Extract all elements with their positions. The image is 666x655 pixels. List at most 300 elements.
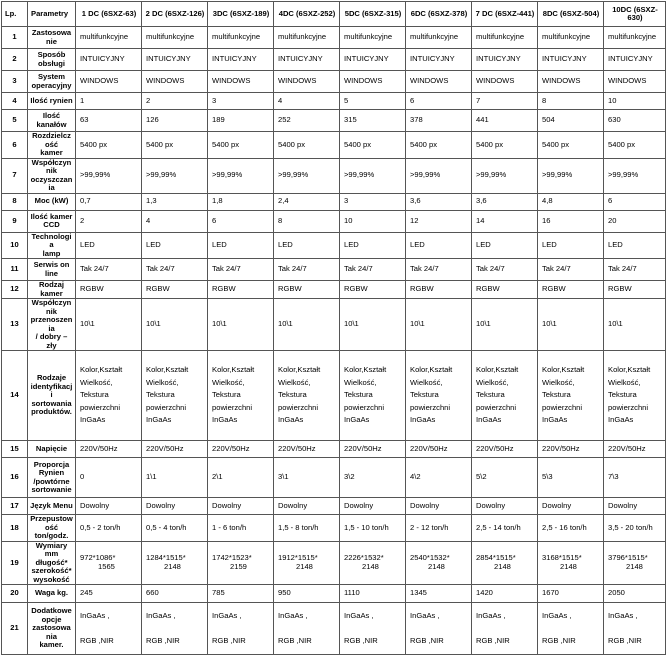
value-line: 2 - 12 ton/h [410,522,449,532]
model-header: 5DC (6SXZ-315) [340,2,406,27]
parameter-line: sortowanie [31,485,72,494]
value-cell [274,441,340,458]
value-line: 10\1 [542,319,557,329]
value-cell [604,515,666,542]
parameter-line: Moc (kW) [34,196,69,206]
value-line: 4 [278,95,283,105]
value-line: 972*1086* [80,553,116,563]
parameter-name [28,71,76,93]
value-line: 1,3 [146,196,157,206]
parameter-name [28,458,76,498]
table-row [2,49,666,71]
value-cell [604,541,666,585]
value-cell [340,498,406,515]
lp-header: Lp. [2,2,28,27]
value-line: RGB ,NIR [410,635,444,645]
table-row [2,232,666,259]
parameter-name [28,110,76,132]
value-line: LED [344,240,359,249]
value-line: Tekstura [212,390,241,400]
value-cell [76,515,142,542]
value-cell [208,210,274,232]
parameter-line: sortowania [31,398,72,408]
row-number: 4 [2,93,28,110]
value-cell [472,210,538,232]
value-line: 7 [476,95,481,105]
value-cell [604,441,666,458]
value-line: RGBW [344,284,368,294]
value-cell [274,541,340,585]
model-header: 6DC (6SXZ-378) [406,2,472,27]
line-gap [476,621,535,637]
value-cell [274,210,340,232]
value-cell [274,299,340,351]
value-line: RGBW [278,284,302,294]
value-cell [208,299,274,351]
value-cell [604,158,666,193]
value-cell [472,132,538,159]
value-cell [76,232,142,259]
value-line: InGaAs [146,415,172,425]
value-line: Tak 24/7 [410,264,439,274]
parameter-name [28,193,76,210]
value-cell [538,515,604,542]
parameter-line: Technologia [31,232,72,249]
value-line: Dowolny [278,500,308,510]
value-cell [76,93,142,110]
value-line: 4\2 [410,472,421,482]
table-row [2,259,666,281]
value-cell [406,232,472,259]
value-line: RGBW [410,284,434,294]
value-line: RGB ,NIR [212,635,246,645]
value-line: multifunkcyjne [212,32,261,42]
value-line: 220V/50Hz [410,443,448,453]
value-cell [76,351,142,441]
value-line: InGaAs [212,415,238,425]
model-header: 8DC (6SXZ-504) [538,2,604,27]
parameter-name [28,585,76,603]
value-line: 1 [80,95,85,105]
parameter-line: Rodzaj kamer [39,280,64,298]
value-cell [538,93,604,110]
value-line: Kolor,Kształt [80,365,123,375]
value-cell [538,603,604,655]
value-line: multifunkcyjne [278,32,327,42]
value-line: INTUICYJNY [80,54,125,64]
value-cell [406,351,472,441]
parameter-line: identyfikacji [30,381,73,400]
table-row [2,281,666,299]
value-line: RGB ,NIR [476,635,510,645]
value-cell [76,299,142,351]
value-cell [274,110,340,132]
row-number: 14 [2,351,28,441]
value-line: 12 [410,215,419,225]
row-number: 20 [2,585,28,603]
value-cell [604,351,666,441]
value-line: RGB ,NIR [146,635,180,645]
value-line: 3 [212,95,217,105]
value-line: 220V/50Hz [212,443,250,453]
parameter-line: Proporcja [33,459,70,469]
value-line: Tekstura [542,390,571,400]
value-cell [604,498,666,515]
value-cell [274,515,340,542]
value-line: RGB ,NIR [542,635,576,645]
value-line: 10\1 [278,319,293,329]
value-cell [472,515,538,542]
value-line: 189 [212,115,225,125]
value-cell [472,498,538,515]
value-cell [142,27,208,49]
value-cell [604,210,666,232]
value-line: >99,99% [410,170,441,180]
value-line: InGaAs , [278,611,308,620]
value-line: Dowolny [542,500,572,510]
value-cell [76,49,142,71]
value-line: 5 [344,95,349,105]
value-cell [472,351,538,441]
value-cell [142,498,208,515]
value-line: 7\3 [608,472,619,482]
value-line: 1670 [542,588,559,598]
value-cell [340,27,406,49]
value-line: 5400 px [344,139,372,149]
row-number: 3 [2,71,28,93]
value-line: 2050 [608,588,625,598]
value-line: Dowolny [212,500,242,510]
value-line: >99,99% [80,170,111,180]
value-line: INTUICYJNY [542,54,587,64]
value-line: 6 [410,95,415,105]
value-line: powierzchni [344,402,385,412]
value-cell [538,49,604,71]
value-line: 4 [146,215,151,225]
value-cell [472,71,538,93]
value-cell [538,458,604,498]
value-line: 10\1 [476,319,491,329]
value-cell [340,603,406,655]
parameter-line: produktów. [31,407,72,417]
value-cell [538,281,604,299]
value-cell [76,259,142,281]
value-cell [472,441,538,458]
value-line: 8 [542,95,547,105]
value-line: 315 [344,115,357,125]
value-cell [604,299,666,351]
value-line: 441 [476,115,489,125]
value-cell [76,210,142,232]
value-cell [406,193,472,210]
value-line: >99,99% [608,170,639,180]
parameter-line: opcje [41,614,62,624]
value-line: powierzchni [542,402,583,412]
value-cell [76,193,142,210]
parameter-line: Ilość rynien [30,95,73,105]
value-cell [208,27,274,49]
value-cell [604,585,666,603]
value-cell [472,458,538,498]
parameter-line: Waga kg. [34,588,69,598]
value-line: InGaAs [410,415,436,425]
value-cell [208,232,274,259]
value-line: 4,8 [542,196,553,206]
table-row [2,210,666,232]
table-row [2,158,666,193]
value-line: Dowolny [80,500,110,510]
value-line: 1\1 [146,472,157,482]
table-body [2,27,666,655]
value-cell [340,299,406,351]
value-cell [274,193,340,210]
value-cell [604,110,666,132]
value-cell [538,232,604,259]
value-cell [274,585,340,603]
parameter-name [28,49,76,71]
value-cell [340,259,406,281]
parameter-name [28,232,76,259]
value-line: 2148 [164,561,181,571]
value-line: Kolor,Kształt [476,365,519,375]
value-line: Dowolny [476,500,506,510]
value-line: 5400 px [476,139,504,149]
value-line: Kolor,Kształt [146,365,189,375]
value-line: >99,99% [542,170,573,180]
value-cell [142,585,208,603]
value-line: powierzchni [212,402,253,412]
value-line: RGBW [542,284,566,294]
value-cell [208,93,274,110]
value-cell [208,281,274,299]
line-gap [278,621,337,637]
value-cell [538,71,604,93]
value-cell [274,132,340,159]
value-cell [208,351,274,441]
value-cell [406,281,472,299]
value-cell [274,93,340,110]
parameter-line: wysokość [33,574,70,584]
value-cell [406,27,472,49]
value-line: Tekstura [146,390,175,400]
value-line: 220V/50Hz [608,443,646,453]
value-cell [274,158,340,193]
value-line: InGaAs [608,415,634,425]
parameter-name [28,132,76,159]
value-cell [76,585,142,603]
value-line: 220V/50Hz [344,443,382,453]
parameter-line: CCD [43,220,60,229]
value-line: 220V/50Hz [542,443,580,453]
value-line: 1 - 6 ton/h [212,522,247,532]
value-line: LED [146,240,161,249]
value-line: 8 [278,215,283,225]
value-cell [406,299,472,351]
value-line: Wielkość, [212,377,245,387]
value-cell [142,210,208,232]
value-line: 2540*1532* [410,553,450,563]
value-line: 630 [608,115,621,125]
value-line: WINDOWS [146,76,185,86]
value-line: 1110 [344,588,360,598]
line-gap [542,621,601,637]
parameter-line: Język Menu [30,500,73,510]
value-line: >99,99% [476,170,507,180]
value-cell [208,603,274,655]
value-cell [142,603,208,655]
value-line: multifunkcyjne [146,32,195,42]
value-line: 10\1 [212,319,227,329]
row-number: 13 [2,299,28,351]
value-cell [208,259,274,281]
value-line: 1345 [410,588,427,598]
value-cell [538,498,604,515]
model-header: 1 DC (6SXZ-63) [76,2,142,27]
value-cell [406,93,472,110]
value-cell [406,71,472,93]
value-cell [340,458,406,498]
table-row [2,299,666,351]
value-line: 220V/50Hz [80,443,118,453]
value-line: Kolor,Kształt [344,365,387,375]
value-cell [604,259,666,281]
value-cell [538,351,604,441]
value-line: InGaAs , [344,611,374,620]
value-line: INTUICYJNY [476,54,521,64]
value-line: Kolor,Kształt [278,365,321,375]
parameter-line: operacyjny [31,80,72,90]
model-header: 4DC (6SXZ-252) [274,2,340,27]
value-line: RGB ,NIR [278,635,312,645]
value-cell [208,193,274,210]
parameter-line: lamp [42,248,61,258]
value-line: powierzchni [278,402,319,412]
value-line: 1420 [476,588,493,598]
value-line: InGaAs , [410,611,440,620]
value-cell [472,93,538,110]
parameter-line: przenoszenia [30,315,73,333]
parameter-line: Ilość kamer [30,211,73,221]
value-line: Wielkość, [344,377,377,387]
value-cell [604,281,666,299]
value-cell [538,585,604,603]
parameter-name [28,299,76,351]
value-line: 1565 [98,561,115,571]
specs-table [1,1,666,655]
value-line: 2148 [296,561,313,571]
value-cell [76,281,142,299]
value-line: 2854*1515* [476,553,516,563]
parameter-line: Współczynnik [31,158,72,175]
value-line: 14 [476,215,485,225]
value-line: Dowolny [146,500,176,510]
table-row [2,93,666,110]
model-header: 2 DC (6SXZ-126) [142,2,208,27]
value-cell [76,27,142,49]
value-line: 1742*1523* [212,553,252,563]
value-cell [604,193,666,210]
value-line: 3\1 [278,472,289,482]
table-row [2,193,666,210]
line-gap [608,621,663,637]
value-line: Kolor,Kształt [608,365,651,375]
value-line: 5400 px [212,139,240,149]
value-cell [76,158,142,193]
value-line: Tak 24/7 [212,264,241,274]
value-line: 950 [278,588,291,598]
value-cell [340,93,406,110]
value-cell [406,158,472,193]
value-line: 1,5 - 8 ton/h [278,522,319,532]
value-line: 3168*1515* [542,553,582,563]
value-cell [472,158,538,193]
value-line: RGB ,NIR [608,635,642,645]
value-cell [472,299,538,351]
value-cell [538,27,604,49]
value-line: RGB ,NIR [344,635,378,645]
value-line: INTUICYJNY [344,54,389,64]
parameter-name [28,441,76,458]
value-cell [208,132,274,159]
value-line: LED [212,240,227,249]
value-line: 1284*1515* [146,553,186,563]
value-line: RGBW [476,284,500,294]
value-cell [340,232,406,259]
value-line: Kolor,Kształt [212,365,255,375]
row-number: 5 [2,110,28,132]
parameter-line: ton/godz. [34,531,69,540]
value-line: 3,6 [476,196,487,206]
parameter-line: Rozdzielczość [32,131,71,149]
value-cell [142,299,208,351]
value-cell [142,132,208,159]
value-cell [142,515,208,542]
value-line: Wielkość, [410,377,443,387]
parameter-line: Przepustowość [30,514,73,532]
value-cell [208,585,274,603]
table-row [2,27,666,49]
parameter-line: Zastosowanie [31,28,72,46]
value-line: InGaAs , [542,611,572,620]
value-line: RGBW [146,284,170,294]
parameter-name [28,498,76,515]
value-cell [274,71,340,93]
value-cell [208,498,274,515]
value-line: >99,99% [146,170,177,180]
value-cell [538,158,604,193]
value-line: Tekstura [278,390,307,400]
parameter-line: Napięcie [35,443,68,453]
parameter-name [28,603,76,655]
value-cell [274,27,340,49]
value-line: 2226*1532* [344,553,384,563]
parameter-name [28,93,76,110]
value-line: Tekstura [608,390,637,400]
value-line: RGBW [608,284,632,294]
value-cell [142,232,208,259]
value-cell [76,603,142,655]
value-line: INTUICYJNY [410,54,455,64]
value-cell [406,210,472,232]
model-header: 3DC (6SXZ-189) [208,2,274,27]
value-line: Wielkość, [278,377,311,387]
value-line: InGaAs , [608,611,638,620]
value-line: WINDOWS [476,76,515,86]
table-row [2,441,666,458]
value-line: Dowolny [344,500,374,510]
value-cell [472,110,538,132]
value-line: InGaAs [476,415,502,425]
